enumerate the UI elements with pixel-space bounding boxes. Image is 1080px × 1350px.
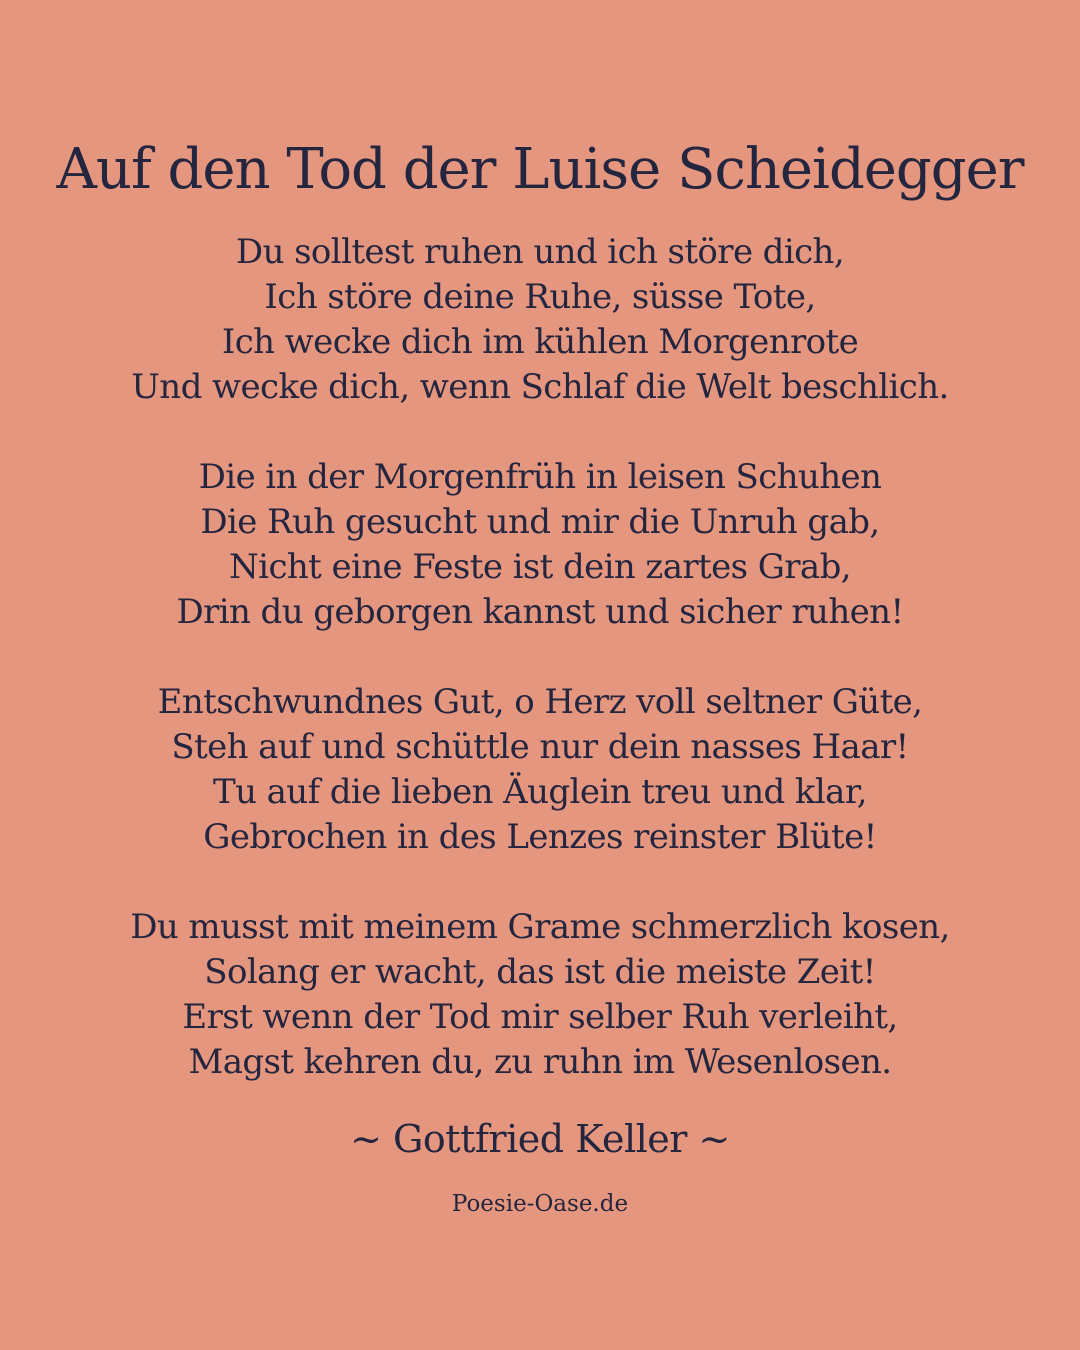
- poem-line: Ich störe deine Ruhe, süsse Tote,: [264, 277, 816, 317]
- poem-author: ~ Gottfried Keller ~: [350, 1117, 730, 1161]
- poem-line: Solang er wacht, das ist die meiste Zeit!: [204, 952, 876, 992]
- poem-title: Auf den Tod der Luise Scheidegger: [56, 137, 1024, 202]
- poem-line: Gebrochen in des Lenzes reinster Blüte!: [203, 817, 877, 857]
- poem-line: Ich wecke dich im kühlen Morgenrote: [221, 322, 859, 362]
- site-credit: Poesie-Oase.de: [451, 1191, 629, 1217]
- poem-line: Drin du geborgen kannst und sicher ruhen!: [176, 592, 904, 632]
- poem-line: Und wecke dich, wenn Schlaf die Welt beschlich.: [131, 367, 949, 407]
- poem-line: Erst wenn der Tod mir selber Ruh verleiht,: [182, 997, 898, 1037]
- poem-line: Magst kehren du, zu ruhn im Wesenlosen.: [188, 1042, 892, 1082]
- poem-line: Nicht eine Feste ist dein zartes Grab,: [229, 547, 851, 587]
- stanza-1: [0, 230, 1080, 410]
- poem-line: Du musst mit meinem Grame schmerzlich kosen,: [130, 907, 950, 947]
- stanza-2: [0, 455, 1080, 635]
- stanza-4: [0, 905, 1080, 1085]
- poem-line: Tu auf die lieben Äuglein treu und klar,: [213, 772, 867, 812]
- poem-line: Die Ruh gesucht und mir die Unruh gab,: [200, 502, 880, 542]
- poem-line: Du solltest ruhen und ich störe dich,: [235, 232, 845, 272]
- stanza-3: [0, 680, 1080, 860]
- poem-line: Entschwundnes Gut, o Herz voll seltner Güte,: [157, 682, 923, 722]
- poem-line: Die in der Morgenfrüh in leisen Schuhen: [198, 457, 882, 497]
- poem-body: [0, 230, 1080, 1130]
- poem-line: Steh auf und schüttle nur dein nasses Haar!: [171, 727, 909, 767]
